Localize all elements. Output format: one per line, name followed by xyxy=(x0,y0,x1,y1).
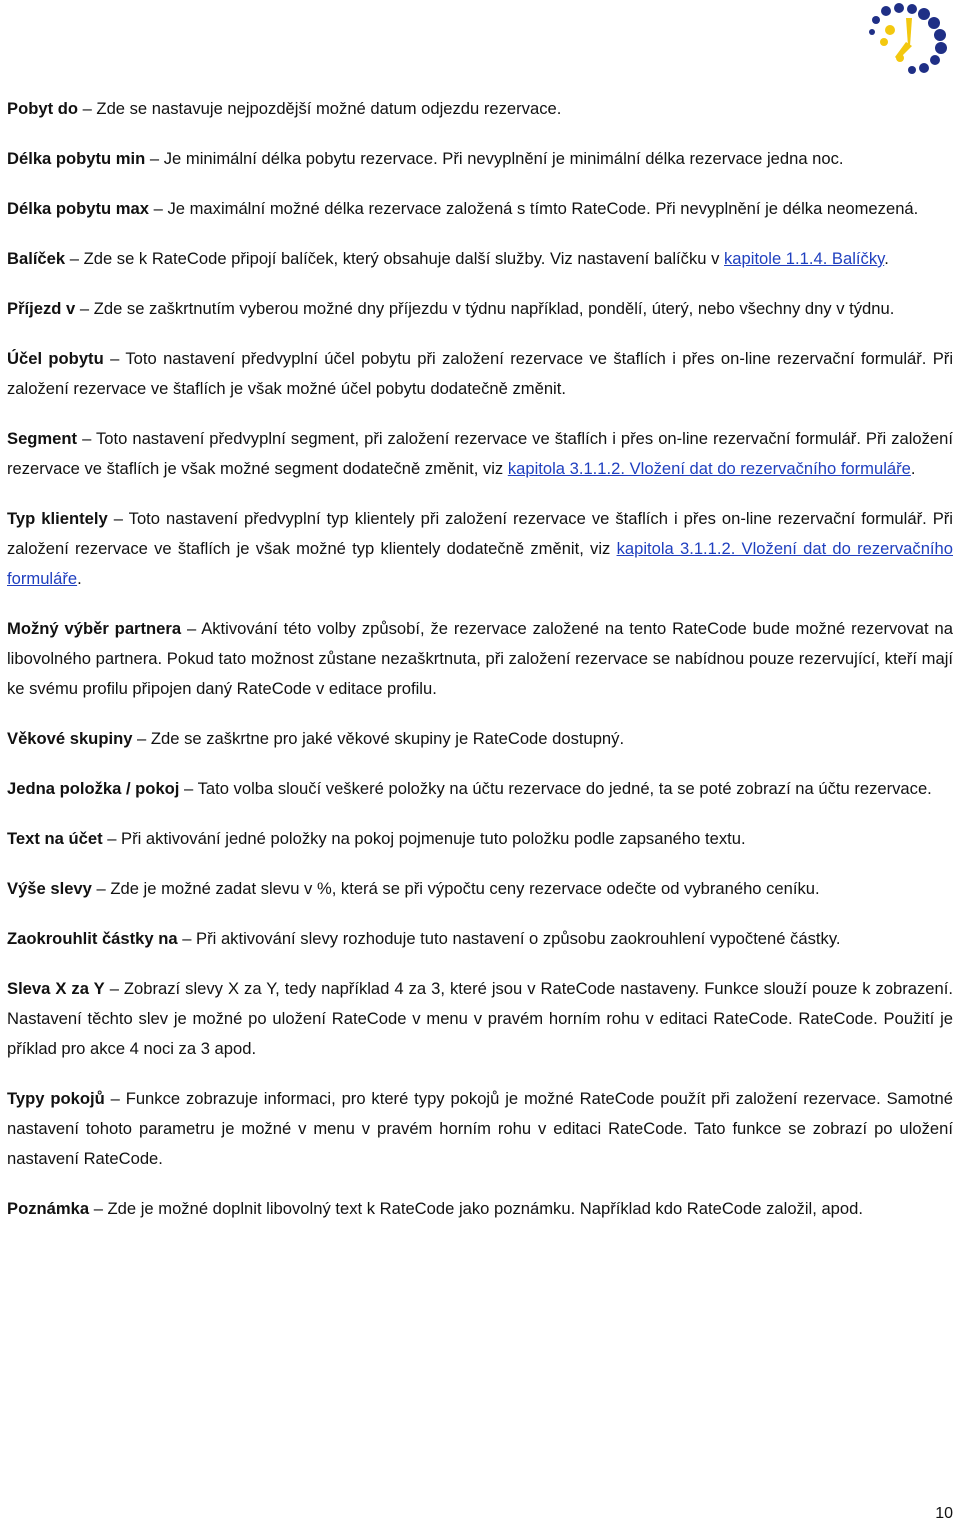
paragraph-typy-pokoju xyxy=(7,1084,953,1174)
definition: – Zde je možné doplnit libovolný text k RateCode jako poznámku. Například kdo RateCode založil, apod. xyxy=(89,1199,863,1218)
document-body xyxy=(7,94,953,1244)
paragraph-balicek xyxy=(7,244,953,274)
term: Délka pobytu min xyxy=(7,149,146,168)
definition: – Zde je možné zadat slevu v %, která se při výpočtu ceny rezervace odečte od vybraného ceníku. xyxy=(91,879,820,898)
term: Účel pobytu xyxy=(7,349,104,368)
term: Délka pobytu max xyxy=(7,199,150,218)
definition: – Je minimální délka pobytu rezervace. Při nevyplnění je minimální délka rezervace jedna noc. xyxy=(145,149,844,168)
definition: – Tato volba sloučí veškeré položky na účtu rezervace do jedné, ta se poté zobrazí na účtu rezervace. xyxy=(179,779,932,798)
term: Příjezd v xyxy=(7,299,76,318)
definition: – Zde se zaškrtne pro jaké věkové skupiny je RateCode dostupný. xyxy=(132,729,625,748)
definition-end: . xyxy=(77,569,82,588)
definition: – Je maximální možné délka rezervace založená s tímto RateCode. Při nevyplnění je délka neomezená. xyxy=(149,199,919,218)
paragraph-text-na-ucet xyxy=(7,824,953,854)
page-number: 10 xyxy=(935,1505,953,1522)
term: Pobyt do xyxy=(7,99,78,118)
paragraph-vyse-slevy xyxy=(7,874,953,904)
definition: – Při aktivování jedné položky na pokoj pojmenuje tuto položku podle zapsaného textu. xyxy=(102,829,746,848)
definition: – Toto nastavení předvyplní účel pobytu při založení rezervace ve štaflích i přes on-line rezervační formulář. Při založení rezervace ve štaflích je však možné účel pobytu dodatečně změnit. xyxy=(7,349,954,398)
term: Možný výběr partnera xyxy=(7,619,182,638)
chapter-link-vlozeni-dat[interactable]: kapitola 3.1.1.2. Vložení dat do rezervačního formuláře xyxy=(7,539,953,588)
definition: – Funkce zobrazuje informaci, pro které typy pokojů je možné RateCode použít při založení rezervace. Samotné nastavení tohoto parametru je možné v menu v pravém horním rohu v editaci RateCode. Tato funkce se zobrazí po uložení nastavení RateCode. xyxy=(7,1089,953,1168)
paragraph-mozny-vyber-partnera xyxy=(7,614,953,704)
chapter-link-vlozeni-dat[interactable]: kapitola 3.1.1.2. Vložení dat do rezervačního formuláře xyxy=(507,459,911,478)
chapter-link-balicky[interactable]: kapitole 1.1.4. Balíčky xyxy=(724,249,885,268)
term: Věkové skupiny xyxy=(7,729,133,748)
paragraph-jedna-polozka-pokoj xyxy=(7,774,953,804)
paragraph-sleva-x-za-y xyxy=(7,974,953,1064)
paragraph-ucel-pobytu xyxy=(7,344,953,404)
term: Typy pokojů xyxy=(7,1089,105,1108)
definition-end: . xyxy=(910,459,916,478)
paragraph-zaokrouhlit-castky xyxy=(7,924,953,954)
term: Výše slevy xyxy=(7,879,92,898)
term: Sleva X za Y xyxy=(7,979,105,998)
term: Poznámka xyxy=(7,1199,90,1218)
definition: – Při aktivování slevy rozhoduje tuto nastavení o způsobu zaokrouhlení vypočtené částky. xyxy=(177,929,841,948)
definition: – Zde se zaškrtnutím vyberou možné dny příjezdu v týdnu například, pondělí, úterý, nebo všechny dny v týdnu. xyxy=(75,299,895,318)
paragraph-prijezd-v xyxy=(7,294,953,324)
definition: – Aktivování této volby způsobí, že rezervace založené na tento RateCode bude možné rezervovat na libovolného partnera. Pokud tato možnost zůstane nezaškrtnuta, při založení rezervace se nabídnou pouze rezervující, kteří mají ke svému profilu připojen daný RateCode v editace profilu. xyxy=(7,619,953,698)
definition-end: . xyxy=(884,249,889,268)
term: Segment xyxy=(7,429,78,448)
paragraph-segment xyxy=(7,424,953,484)
definition: – Toto nastavení předvyplní segment, při založení rezervace ve štaflích i přes on-line rezervační formulář. Při založení rezervace ve štaflích je však možné segment dodatečně změnit, viz xyxy=(7,429,953,478)
definition: – Zobrazí slevy X za Y, tedy například 4 za 3, které jsou v RateCode nastaveny. Funkce slouží pouze k zobrazení. Nastavení těchto slev je možné po uložení RateCode v menu v pravém horním rohu v editaci RateCode. RateCode. Použití je příklad pro akce 4 noci za 3 apod. xyxy=(7,979,953,1058)
paragraph-poznamka xyxy=(7,1194,953,1224)
definition: – Toto nastavení předvyplní typ klientely při založení rezervace ve štaflích i přes on-line rezervační formulář. Při založení rezervace ve štaflích je však možné typ klientely dodatečně změnit, viz xyxy=(7,509,953,558)
definition: – Zde se k RateCode připojí balíček, který obsahuje další služby. Viz nastavení balíčku v xyxy=(65,249,724,268)
term: Balíček xyxy=(7,249,66,268)
paragraph-delka-pobytu-max xyxy=(7,194,953,224)
definition: – Zde se nastavuje nejpozdější možné datum odjezdu rezervace. xyxy=(77,99,562,118)
paragraph-vekove-skupiny xyxy=(7,724,953,754)
term: Text na účet xyxy=(7,829,103,848)
clock-sun-logo-icon xyxy=(862,2,954,78)
term: Jedna položka / pokoj xyxy=(7,779,180,798)
paragraph-delka-pobytu-min xyxy=(7,144,953,174)
term: Typ klientely xyxy=(7,509,108,528)
paragraph-typ-klientely xyxy=(7,504,953,594)
paragraph-pobyt-do xyxy=(7,94,953,124)
term: Zaokrouhlit částky na xyxy=(7,929,178,948)
